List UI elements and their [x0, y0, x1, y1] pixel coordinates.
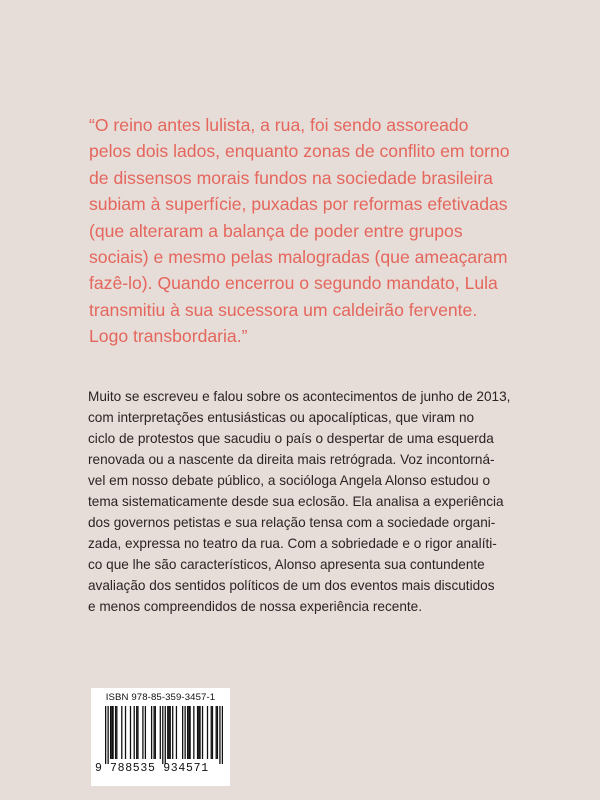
- pull-quote: [89, 112, 529, 350]
- quote-line: transmitiu à sua sucessora um caldeirão fervente.: [89, 299, 478, 320]
- isbn-label: ISBN 978-85-359-3457-1: [105, 692, 216, 703]
- barcode-bar: [112, 706, 113, 759]
- description-line: e menos compreendidos de nossa experiência recente.: [88, 599, 423, 614]
- barcode-bar: [151, 706, 152, 759]
- barcode-bar: [105, 706, 106, 764]
- barcode-bar: [137, 706, 138, 759]
- barcode-bar: [187, 706, 188, 759]
- description-line: zada, expressa no teatro da rua. Com a sobriedade e o rigor analíti-: [88, 536, 497, 551]
- barcode-bar: [197, 706, 198, 759]
- description-line: co que lhe são característicos, Alonso apresenta sua contundente: [88, 557, 485, 572]
- barcode-bar: [125, 706, 126, 759]
- barcode-bar: [153, 706, 154, 759]
- barcode-bar: [134, 706, 135, 759]
- description-line: com interpretações entusiásticas ou apocalípticas, que viram no: [88, 410, 475, 425]
- barcode-bar: [160, 706, 161, 759]
- barcode-bars: [105, 706, 223, 764]
- book-description: [88, 386, 528, 617]
- barcode-bar: [170, 706, 171, 759]
- description-line: ciclo de protestos que sacudiu o país o despertar de uma esquerda: [88, 431, 494, 446]
- barcode-bar: [116, 706, 117, 759]
- barcode-bar: [168, 706, 169, 759]
- barcode-bar: [107, 706, 108, 764]
- quote-line: fazê-lo). Quando encerrou o segundo mandato, Lula: [89, 273, 498, 294]
- barcode-bar: [176, 706, 177, 759]
- barcode-bar: [222, 706, 223, 764]
- barcode-bar: [142, 706, 143, 759]
- barcode-bar: [212, 706, 213, 759]
- barcode-bar: [216, 706, 217, 759]
- barcode-bar: [165, 706, 166, 764]
- barcode-digits: 788535 934571: [110, 762, 209, 775]
- barcode-lead-digit: 9: [95, 762, 102, 775]
- barcode-bar: [172, 706, 173, 759]
- barcode-bar: [167, 706, 168, 759]
- barcode-bar: [155, 706, 156, 759]
- barcode-bar: [188, 706, 189, 759]
- barcode-bar: [193, 706, 194, 759]
- description-line: dos governos petistas e sua relação tensa com a sociedade organi-: [88, 515, 496, 530]
- quote-line: (que alteraram a balança de poder entre grupos: [89, 220, 463, 241]
- barcode-bar: [211, 706, 212, 759]
- barcode-bar: [184, 706, 185, 759]
- barcode-bar: [202, 706, 203, 759]
- description-line: avaliação dos sentidos políticos de um dos eventos mais discutidos: [88, 578, 495, 593]
- barcode-bar: [110, 706, 111, 759]
- barcode-bar: [145, 706, 146, 759]
- description-line: vel em nosso debate público, a socióloga Angela Alonso estudou o: [88, 473, 491, 488]
- barcode-bar: [121, 706, 122, 759]
- quote-line: pelos dois lados, enquanto zonas de conflito em torno: [89, 141, 510, 162]
- barcode-bar: [219, 706, 220, 764]
- isbn-barcode: [91, 688, 230, 786]
- quote-line: de dissensos morais fundos na sociedade brasileira: [89, 167, 493, 188]
- quote-line: subiam à superfície, puxadas por reformas efetivadas: [89, 194, 508, 215]
- barcode-bar: [198, 706, 199, 759]
- quote-line: Logo transbordaria.”: [89, 326, 248, 347]
- quote-line: sociais) e mesmo pelas malogradas (que ameaçaram: [89, 247, 508, 268]
- barcode-bar: [111, 706, 112, 759]
- barcode-bar: [182, 706, 183, 759]
- description-line: renovada ou a nascente da direita mais retrógrada. Voz incontorná-: [88, 452, 495, 467]
- barcode-bar: [162, 706, 163, 764]
- quote-line: “O reino antes lulista, a rua, foi sendo assoreado: [89, 115, 469, 135]
- barcode-bar: [130, 706, 131, 759]
- description-line: Muito se escreveu e falou sobre os acontecimentos de junho de 2013,: [88, 389, 511, 404]
- barcode-bar: [217, 706, 218, 759]
- barcode-bar: [136, 706, 137, 759]
- description-line: tema sistematicamente desde sua eclosão. Ela analisa a experiência: [88, 494, 504, 509]
- barcode-bar: [207, 706, 208, 759]
- barcode-bar: [115, 706, 116, 759]
- barcode-bar: [189, 706, 190, 759]
- barcode-bar: [199, 706, 200, 759]
